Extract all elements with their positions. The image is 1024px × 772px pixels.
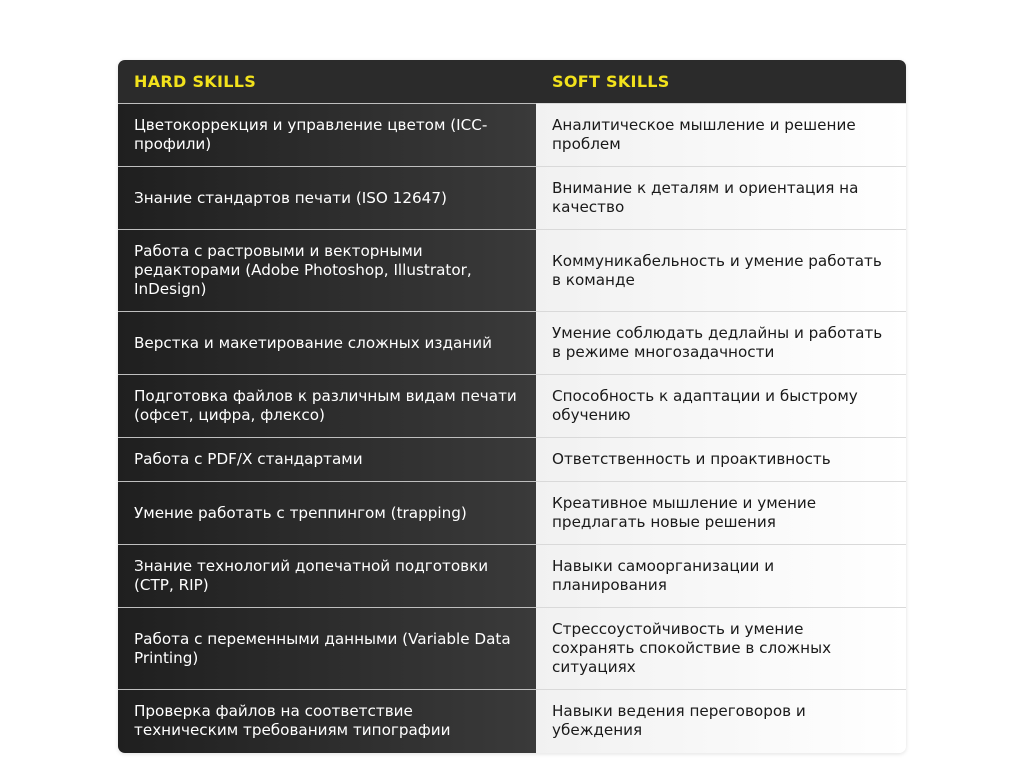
skills-table-container xyxy=(118,60,906,753)
hard-skill-cell: Верстка и макетирование сложных изданий xyxy=(118,312,536,375)
hard-skill-cell: Подготовка файлов к различным видам печати (офсет, цифра, флексо) xyxy=(118,375,536,438)
soft-skill-cell: Способность к адаптации и быстрому обучению xyxy=(536,375,906,438)
soft-skill-cell: Аналитическое мышление и решение проблем xyxy=(536,104,906,167)
hard-skill-cell: Цветокоррекция и управление цветом (ICC-профили) xyxy=(118,104,536,167)
header-soft-skills: SOFT SKILLS xyxy=(536,60,906,104)
soft-skill-cell: Ответственность и проактивность xyxy=(536,438,906,482)
soft-skill-cell: Навыки самоорганизации и планирования xyxy=(536,545,906,608)
table-row xyxy=(118,375,906,438)
table-row xyxy=(118,482,906,545)
table-row xyxy=(118,690,906,753)
table-body xyxy=(118,104,906,753)
soft-skill-cell: Внимание к деталям и ориентация на качество xyxy=(536,167,906,230)
header-hard-skills: HARD SKILLS xyxy=(118,60,536,104)
table-row xyxy=(118,545,906,608)
table-row xyxy=(118,167,906,230)
table-row xyxy=(118,312,906,375)
hard-skill-cell: Умение работать с треппингом (trapping) xyxy=(118,482,536,545)
soft-skill-cell: Навыки ведения переговоров и убеждения xyxy=(536,690,906,753)
table-row xyxy=(118,104,906,167)
hard-skill-cell: Проверка файлов на соответствие техническим требованиям типографии xyxy=(118,690,536,753)
soft-skill-cell: Умение соблюдать дедлайны и работать в режиме многозадачности xyxy=(536,312,906,375)
hard-skill-cell: Работа с переменными данными (Variable Data Printing) xyxy=(118,608,536,690)
soft-skill-cell: Креативное мышление и умение предлагать новые решения xyxy=(536,482,906,545)
hard-skill-cell: Знание технологий допечатной подготовки (CTP, RIP) xyxy=(118,545,536,608)
hard-skill-cell: Знание стандартов печати (ISO 12647) xyxy=(118,167,536,230)
soft-skill-cell: Стрессоустойчивость и умение сохранять спокойствие в сложных ситуациях xyxy=(536,608,906,690)
soft-skill-cell: Коммуникабельность и умение работать в команде xyxy=(536,230,906,312)
table-header xyxy=(118,60,906,104)
skills-table xyxy=(118,60,906,753)
table-row xyxy=(118,438,906,482)
table-row xyxy=(118,608,906,690)
header-row xyxy=(118,60,906,104)
hard-skill-cell: Работа с растровыми и векторными редакторами (Adobe Photoshop, Illustrator, InDesign) xyxy=(118,230,536,312)
hard-skill-cell: Работа с PDF/X стандартами xyxy=(118,438,536,482)
table-row xyxy=(118,230,906,312)
